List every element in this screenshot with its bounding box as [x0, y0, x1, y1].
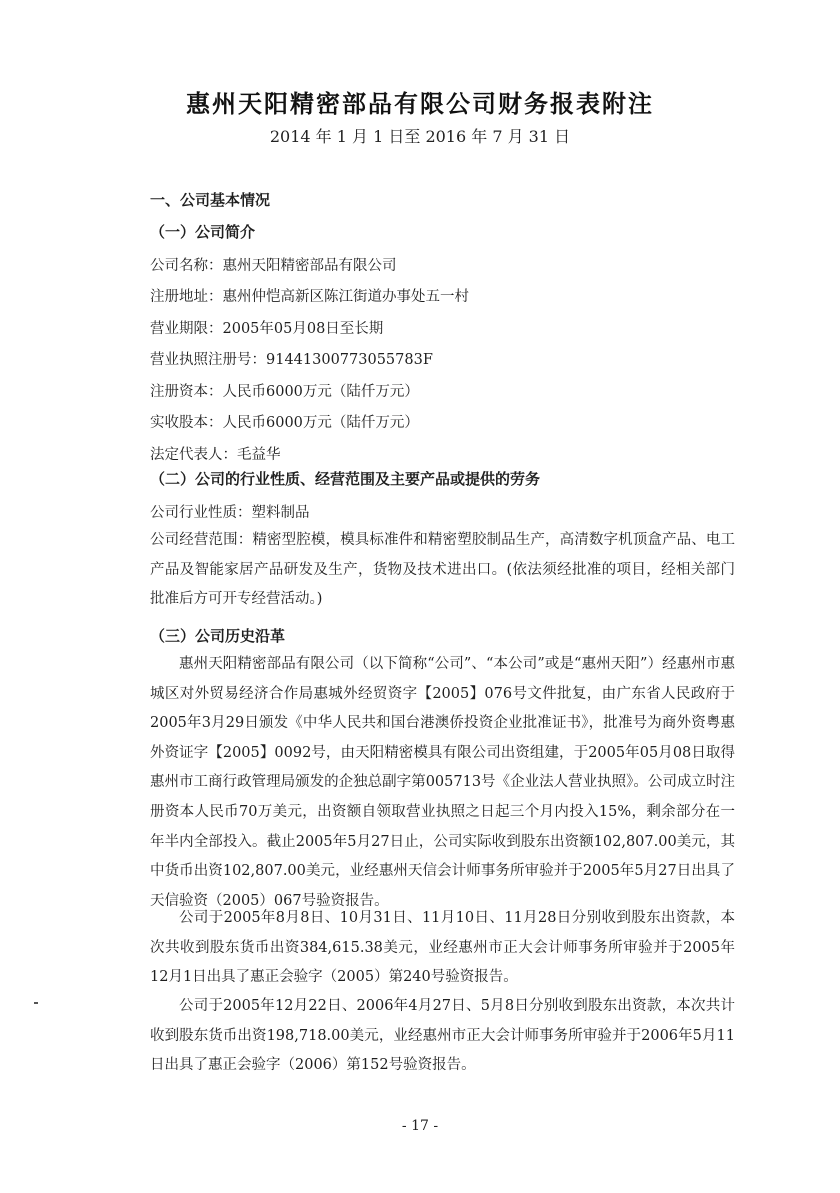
paid-in-capital: 实收股本：人民币6000万元（陆仟万元） [150, 415, 419, 431]
report-period: 2014 年 1 月 1 日至 2016 年 7 月 31 日 [269, 127, 571, 146]
subsection-heading-profile: （一）公司简介 [150, 223, 256, 241]
history-paragraph-2: 公司于2005年8月8日、10月31日、11月10日、11月28日分别收到股东出资款，本次共收到股东货币出资384,615.38美元，业经惠州市正大会计师事务所审验并于2005年12月1日出具了惠正会验字（2005）第240号验资报告。 [150, 910, 735, 986]
subsection-heading-industry: （二）公司的行业性质、经营范围及主要产品或提供的劳务 [150, 470, 541, 488]
industry-nature: 公司行业性质：塑料制品 [150, 505, 310, 521]
history-paragraph-1: 惠州天阳精密部品有限公司（以下简称“公司”、“本公司”或是“惠州天阳”）经惠州市惠城区对外贸易经济合作局惠城外经贸资字【2005】076号文件批复，由广东省人民政府于2005年3月29日颁发《中华人民共和国台港澳侨投资企业批准证书》，批准号为商外资粤惠外资证字【2005】0092号，由天阳精密模具有限公司出资组建，于2005年05月08日取得惠州市工商行政管理局颁发的企独总副字第005713号《企业法人营业执照》。公司成立时注册资本人民币70万美元，出资额自领取营业执照之日起三个月内投入15%，剩余部分在一年半内全部投入。截止2005年5月27日止，公司实际收到股东出资额102,807.00美元，其中货币出资102,807.00美元，业经惠州天信会计师事务所审验并于2005年5月27日出具了天信验资（2005）067号验资报告。 [150, 656, 735, 909]
document-title: 惠州天阳精密部品有限公司财务报表附注 [186, 89, 654, 118]
registered-capital: 注册资本：人民币6000万元（陆仟万元） [150, 384, 419, 400]
business-scope-text: 公司经营范围：精密型腔模，模具标准件和精密塑胶制品生产，高清数字机顶盒产品、电工产品及智能家居产品研发及生产，货物及技术进出口。(依法须经批准的项目，经相关部门批准后方可开专经营活动。) [150, 532, 735, 608]
section-heading-basic-info: 一、公司基本情况 [150, 191, 271, 209]
scan-speck [34, 1002, 38, 1004]
registered-address: 注册地址：惠州仲恺高新区陈江街道办事处五一村 [150, 289, 469, 305]
subsection-heading-history: （三）公司历史沿革 [150, 627, 286, 645]
business-scope-paragraph [150, 526, 735, 615]
license-number: 营业执照注册号：91441300773055783F [150, 352, 433, 368]
legal-representative: 法定代表人：毛益华 [150, 447, 281, 463]
company-name: 公司名称：惠州天阳精密部品有限公司 [150, 258, 397, 274]
page-number: - 17 - [401, 1118, 439, 1134]
history-paragraph-3: 公司于2005年12月22日、2006年4月27日、5月8日分别收到股东出资款，本次共计收到股东货币出资198,718.00美元，业经惠州市正大会计师事务所审验并于2006年5月11日出具了惠正会验字（2006）第152号验资报告。 [150, 998, 735, 1074]
business-term: 营业期限：2005年05月08日至长期 [150, 321, 384, 337]
